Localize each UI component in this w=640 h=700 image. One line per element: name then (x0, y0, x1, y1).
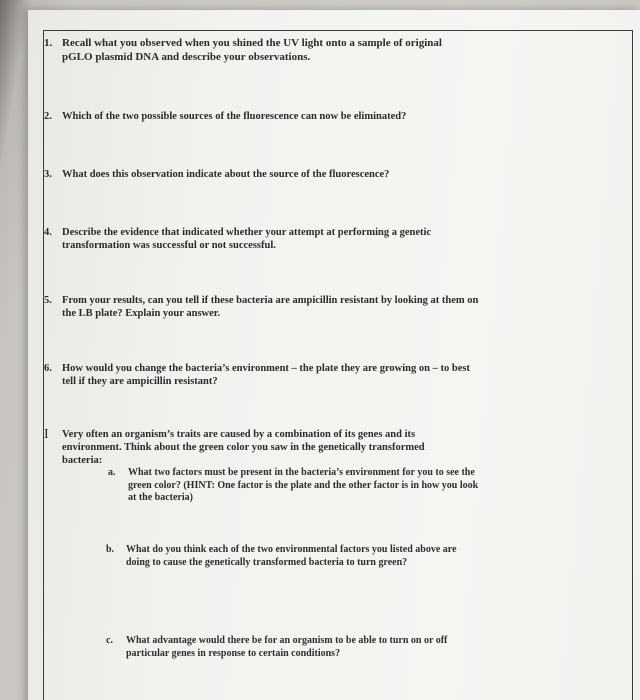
question-text: Recall what you observed when you shined the UV light onto a sample of original pGLO plasmid DNA and describe your observations. (62, 37, 442, 63)
question-number: 2. (44, 111, 52, 122)
question-text: Which of the two possible sources of the fluorescence can now be eliminated? (62, 111, 407, 122)
subquestion-letter: c. (106, 635, 113, 646)
question-number: 4. (44, 227, 52, 238)
subquestion-letter: b. (106, 544, 115, 555)
subquestion-text: What two factors must be present in the bacteria’s environment for you to see the green color? (HINT: One factor is the plate and the other factor is in how you look at the bacteria) (128, 467, 479, 503)
question-number: I (44, 427, 49, 442)
question-number: 5. (44, 295, 52, 306)
question-text: Describe the evidence that indicated whether your attempt at performing a genetic transformation was successful or not successful. (62, 227, 432, 251)
question-7 (44, 428, 454, 467)
subquestion-a (108, 467, 488, 505)
question-5 (44, 294, 484, 320)
question-text: From your results, can you tell if these bacteria are ampicillin resistant by looking at them on the LB plate? Explain your answer. (62, 295, 479, 319)
question-4 (44, 226, 474, 252)
subquestion-c (106, 635, 466, 660)
question-number: 6. (44, 363, 52, 374)
question-number: 3. (44, 169, 52, 180)
subquestion-letter: a. (108, 467, 116, 478)
subquestion-b (106, 544, 476, 569)
question-text: What does this observation indicate about the source of the fluorescence? (62, 169, 390, 180)
subquestion-text: What do you think each of the two environmental factors you listed above are doing to cause the genetically transformed bacteria to turn green? (126, 544, 457, 568)
question-3 (44, 168, 474, 181)
question-6 (44, 362, 474, 388)
question-1 (44, 36, 464, 64)
question-text: How would you change the bacteria’s environment – the plate they are growing on – to best tell if they are ampicillin resistant? (62, 363, 470, 387)
question-2 (44, 110, 474, 123)
question-number: 1. (44, 37, 53, 49)
subquestion-text: What advantage would there be for an organism to be able to turn on or off particular genes in response to certain conditions? (126, 635, 448, 659)
question-text: Very often an organism’s traits are caused by a combination of its genes and its environment. Think about the green color you saw in the genetically transformed bacteria: (62, 429, 425, 466)
